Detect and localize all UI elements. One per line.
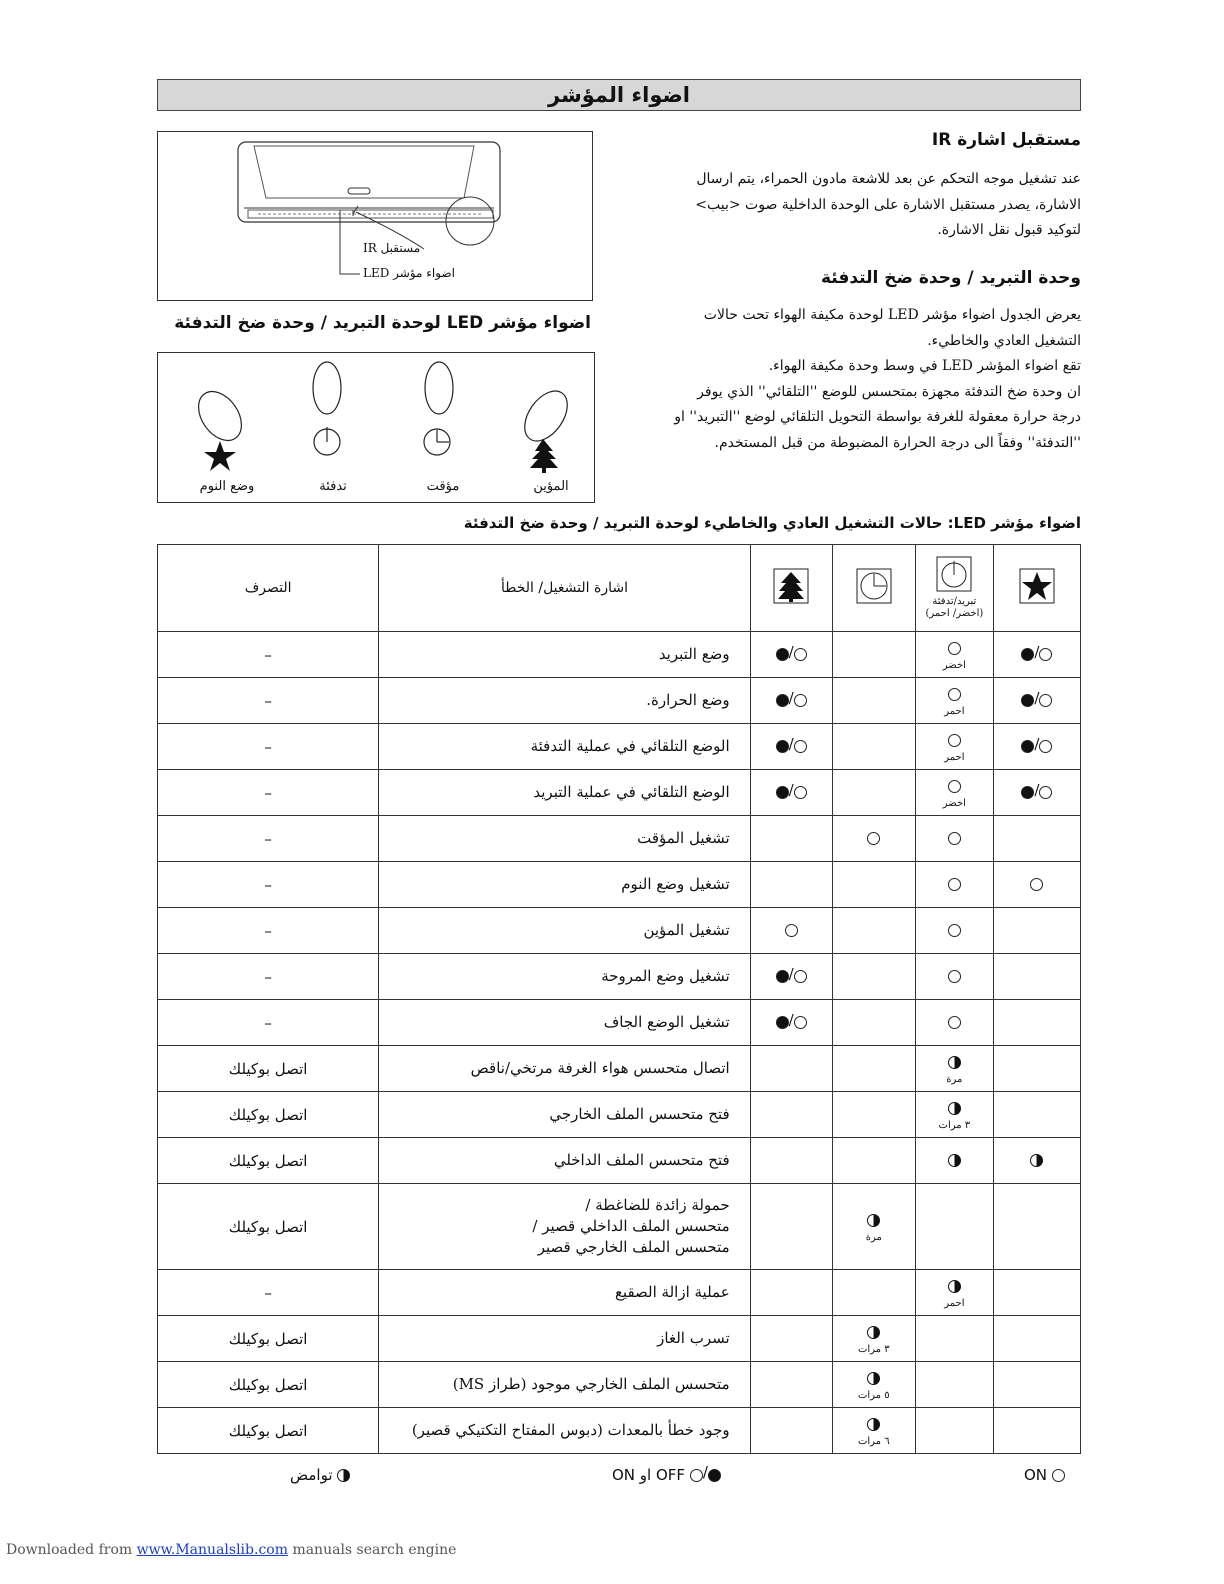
power-sub-label: ٣ مرات — [938, 1119, 971, 1131]
header-star — [993, 545, 1080, 632]
ir-receiver-label: مستقبل IR — [363, 241, 421, 255]
row-action: اتصل بوكيلك — [158, 1362, 379, 1408]
row-action: اتصل بوكيلك — [158, 1046, 379, 1092]
row-action: اتصل بوكيلك — [158, 1138, 379, 1184]
ion-on-indicator — [785, 922, 798, 941]
row-description: تسرب الغاز — [379, 1316, 750, 1362]
power-flash-indicator — [948, 1152, 961, 1171]
row-description: فتح متحسس الملف الخارجي — [379, 1092, 750, 1138]
indoor-unit-figure — [157, 131, 593, 301]
table-row — [158, 724, 1081, 770]
star-blink-indicator: / — [1021, 784, 1052, 803]
table-row — [158, 1046, 1081, 1092]
row-description: اتصال متحسس هواء الغرفة مرتخي/ناقص — [379, 1046, 750, 1092]
row-action: – — [158, 1270, 379, 1316]
row-action: – — [158, 632, 379, 678]
timer-sub-label: ٥ مرات — [857, 1389, 890, 1401]
timer-flash-indicator — [867, 1212, 880, 1231]
header-power-sub: (اخضر/ احمر) — [925, 608, 984, 619]
unit-line-1: يعرض الجدول اضواء مؤشر LED لوحدة مكيفة الهواء تحت حالات — [703, 307, 1081, 323]
row-description: تشغيل الوضع الجاف — [379, 1000, 750, 1046]
power-sub-label: احمر — [944, 1297, 965, 1309]
row-action: – — [158, 816, 379, 862]
row-description: وضع التبريد — [379, 632, 750, 678]
power-sub-label: اخضر — [942, 797, 966, 809]
row-description: تشغيل وضع النوم — [379, 862, 750, 908]
table-row — [158, 1138, 1081, 1184]
table-row — [158, 632, 1081, 678]
sleep-led — [190, 389, 250, 474]
ir-line-3: لتوكيد قبول نقل الاشارة. — [937, 222, 1081, 238]
power-sub-label: مرة — [946, 1073, 963, 1085]
clock-icon — [856, 568, 892, 604]
power-on-indicator — [948, 830, 961, 849]
timer-sub-label: ٣ مرات — [857, 1343, 890, 1355]
header-desc: اشارة التشغيل/ الخطأ — [379, 545, 750, 632]
table-row — [158, 908, 1081, 954]
table-row — [158, 1408, 1081, 1454]
table-title: اضواء مؤشر LED: حالات التشغيل العادي والخاطيء لوحدة التبريد / وحدة ضخ التدفئة — [463, 514, 1081, 532]
row-description: فتح متحسس الملف الداخلي — [379, 1138, 750, 1184]
led-status-table — [157, 544, 1081, 1454]
ir-line-1: عند تشغيل موجه التحكم عن بعد للاشعة مادون الحمراء، يتم ارسال — [696, 171, 1081, 187]
power-sub-label: اخضر — [942, 659, 966, 671]
off-icon — [690, 1469, 703, 1482]
legend-on: ON — [1024, 1466, 1065, 1484]
power-on-indicator — [948, 686, 961, 705]
legend-onoff: ON او OFF / — [612, 1466, 721, 1484]
power-sub-label: احمر — [944, 705, 965, 717]
table-row — [158, 816, 1081, 862]
ir-section-text — [610, 167, 1081, 244]
row-description: تشغيل وضع المروحة — [379, 954, 750, 1000]
row-description: عملية ازالة الصقيع — [379, 1270, 750, 1316]
table-row — [158, 862, 1081, 908]
unit-line-5: درجة حرارة معقولة للغرفة بواسطة التحويل التلقائي لوضع ''التبريد'' او — [674, 409, 1081, 425]
ion-blink-indicator: / — [776, 646, 807, 665]
power-on-indicator — [948, 1014, 961, 1033]
row-action: – — [158, 678, 379, 724]
unit-line-4: ان وحدة ضخ التدفئة مجهزة بمتحسس للوضع ''التلقائي'' الذي يوفر — [697, 383, 1081, 400]
timer-label: مؤقت — [426, 479, 460, 494]
timer-sub-label: ٦ مرات — [857, 1435, 890, 1447]
on-icon — [1052, 1469, 1065, 1482]
power-on-indicator — [948, 778, 961, 797]
table-row — [158, 1000, 1081, 1046]
header-action: التصرف — [158, 545, 379, 632]
power-icon — [936, 556, 972, 592]
row-action: – — [158, 862, 379, 908]
star-blink-indicator: / — [1021, 692, 1052, 711]
row-description: تشغيل المؤين — [379, 908, 750, 954]
header-power-label: تبريد/تدفئة — [932, 596, 977, 607]
row-action: – — [158, 770, 379, 816]
ir-section-title: مستقبل اشارة IR — [931, 130, 1081, 150]
row-action: اتصل بوكيلك — [158, 1316, 379, 1362]
ion-blink-indicator: / — [776, 692, 807, 711]
timer-sub-label: مرة — [865, 1231, 882, 1243]
ir-line-2: الاشارة، يصدر مستقبل الاشارة على الوحدة الداخلية صوت <بيب> — [695, 196, 1081, 213]
manualslib-link[interactable]: www.Manualslib.com — [136, 1542, 288, 1558]
header-power — [915, 545, 993, 632]
row-action: اتصل بوكيلك — [158, 1408, 379, 1454]
ion-blink-indicator: / — [776, 968, 807, 987]
row-action: – — [158, 908, 379, 954]
row-description: الوضع التلقائي في عملية التبريد — [379, 770, 750, 816]
star-blink-indicator: / — [1021, 738, 1052, 757]
timer-flash-indicator — [867, 1324, 880, 1343]
power-on-indicator — [948, 640, 961, 659]
flash-icon — [337, 1469, 350, 1482]
row-description: الوضع التلقائي في عملية التدفئة — [379, 724, 750, 770]
unit-line-6: ''التدفئة'' وفقاً الى درجة الحرارة المضبوطة من قبل المستخدم. — [714, 434, 1081, 451]
row-action: اتصل بوكيلك — [158, 1092, 379, 1138]
row-action: – — [158, 954, 379, 1000]
table-row — [158, 770, 1081, 816]
timer-flash-indicator — [867, 1416, 880, 1435]
heat-label: تدفئة — [319, 479, 347, 494]
unit-line-3: تقع اضواء المؤشر LED في وسط وحدة مكيفة الهواء. — [768, 358, 1081, 374]
power-flash-indicator — [948, 1278, 961, 1297]
table-row — [158, 1092, 1081, 1138]
timer-led — [413, 361, 463, 461]
power-sub-label: احمر — [944, 751, 965, 763]
on-filled-icon — [708, 1469, 721, 1482]
row-action: – — [158, 724, 379, 770]
star-blink-indicator: / — [1021, 646, 1052, 665]
star-on-indicator — [1030, 876, 1043, 895]
tree-icon — [773, 568, 809, 604]
power-flash-indicator — [948, 1100, 961, 1119]
table-row — [158, 1316, 1081, 1362]
heat-led — [301, 361, 351, 461]
page-title: اضواء المؤشر — [157, 79, 1081, 111]
header-ion — [750, 545, 832, 632]
footer: Downloaded from www.Manualslib.com manuals search engine — [6, 1542, 457, 1558]
row-description: وضع الحرارة. — [379, 678, 750, 724]
power-flash-indicator — [948, 1054, 961, 1073]
table-row — [158, 678, 1081, 724]
row-description: وجود خطأ بالمعدات (دبوس المفتاح التكتيكي قصير) — [379, 1408, 750, 1454]
unit-section-text — [600, 303, 1081, 456]
tree-icon — [530, 439, 558, 473]
led-panel-title: اضواء مؤشر LED لوحدة التبريد / وحدة ضخ التدفئة — [174, 313, 591, 333]
star-icon — [1019, 568, 1055, 604]
sleep-label: وضع النوم — [199, 479, 255, 494]
header-timer — [832, 545, 915, 632]
table-row — [158, 1362, 1081, 1408]
timer-flash-indicator — [867, 1370, 880, 1389]
row-action: – — [158, 1000, 379, 1046]
ion-blink-indicator: / — [776, 1014, 807, 1033]
unit-line-2: التشغيل العادي والخاطيء. — [927, 332, 1081, 349]
row-description: حمولة زائدة للضاغطة / متحسس الملف الداخلي قصير / متحسس الملف الخارجي قصير — [379, 1184, 750, 1270]
star-flash-indicator — [1030, 1152, 1043, 1171]
led-panel — [157, 352, 595, 503]
timer-on-indicator — [867, 830, 880, 849]
table-row — [158, 1270, 1081, 1316]
power-on-indicator — [948, 968, 961, 987]
row-description: متحسس الملف الخارجي موجود (طراز MS) — [379, 1362, 750, 1408]
ion-label: المؤين — [533, 479, 569, 494]
legend-flash: توامض — [290, 1466, 350, 1484]
power-on-indicator — [948, 876, 961, 895]
unit-section-title: وحدة التبريد / وحدة ضخ التدفئة — [820, 268, 1081, 288]
row-description: تشغيل المؤقت — [379, 816, 750, 862]
ion-blink-indicator: / — [776, 784, 807, 803]
row-action: اتصل بوكيلك — [158, 1184, 379, 1270]
led-indicator-label: اضواء مؤشر LED — [363, 266, 455, 280]
table-header-row — [158, 545, 1081, 632]
star-icon — [204, 441, 236, 471]
power-on-indicator — [948, 922, 961, 941]
table-row — [158, 1184, 1081, 1270]
table-row — [158, 954, 1081, 1000]
ion-led — [516, 389, 576, 474]
ion-blink-indicator: / — [776, 738, 807, 757]
power-on-indicator — [948, 732, 961, 751]
